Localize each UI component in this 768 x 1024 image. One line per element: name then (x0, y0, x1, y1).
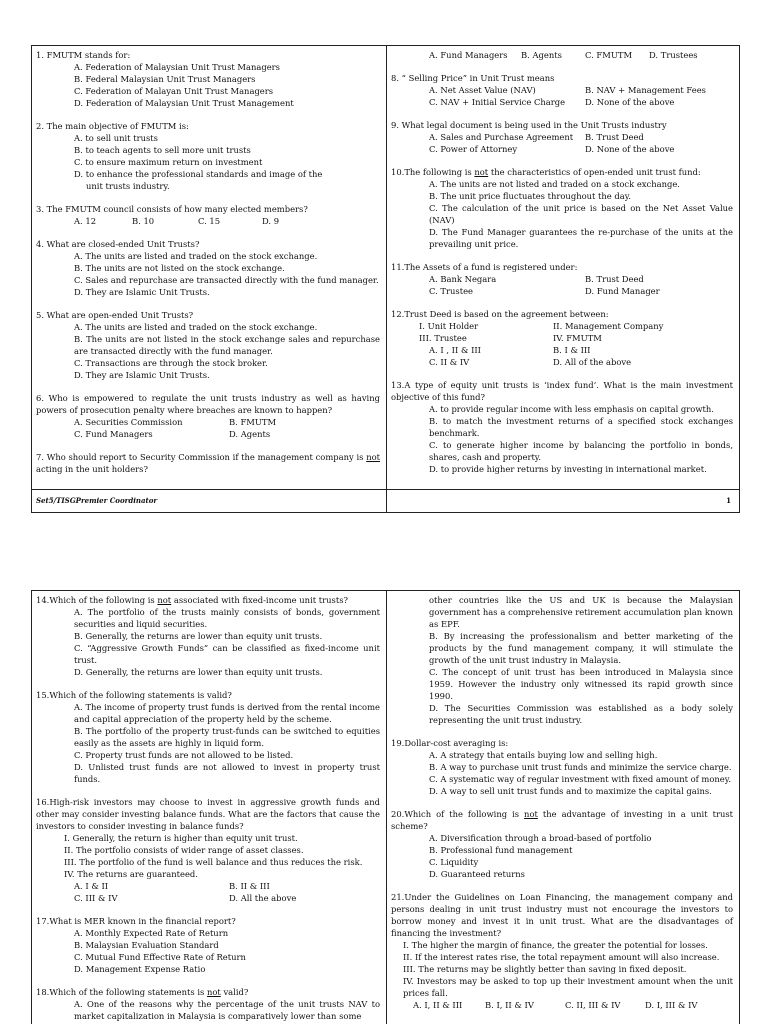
statement-ii: II. Management Company (553, 321, 664, 331)
page1-left-column (32, 46, 387, 512)
option-c: C. Trustee (429, 286, 473, 296)
option-c: C. The calculation of the unit price is based on the Net Asset Value (NAV) (429, 203, 733, 225)
question-stem: 5. What are open-ended Unit Trusts? (36, 310, 194, 320)
statement-ii: II. The portfolio consists of wider range of asset classes. (64, 845, 304, 855)
option-c: C. II, III & IV (565, 1000, 621, 1010)
question-stem: 17.What is MER known in the financial report? (36, 916, 236, 926)
option-a: A. Monthly Expected Rate of Return (74, 928, 229, 938)
statement-i: I. The higher the margin of finance, the greater the potential for losses. (403, 940, 708, 950)
options-row (36, 892, 380, 904)
options-row (36, 416, 380, 428)
option-c: C. 15 (198, 216, 221, 226)
option-c: C. Federation of Malayan Unit Trust Managers (74, 86, 274, 96)
question-stem: 8. “ Selling Price” in Unit Trust means (391, 73, 555, 83)
question-6 (36, 392, 380, 440)
option-d: D. None of the above (585, 97, 675, 107)
option-c: C. NAV + Initial Service Charge (429, 97, 566, 107)
statement-i: I. Unit Holder (419, 321, 479, 331)
option-c: C. A systematic way of regular investment with fixed amount of money. (429, 774, 732, 784)
question-stem: 13.A type of equity unit trusts is ‘index fund’. What is the main investment objective of this fund? (391, 380, 733, 402)
question-5 (36, 309, 380, 381)
option-d: D. The Fund Manager guarantees the re-purchase of the units at the prevailing unit price. (429, 227, 733, 249)
question-stem: 3. The FMUTM council consists of how many elected members? (36, 204, 308, 214)
question-stem: 18.Which of the following statements is not valid? (36, 987, 249, 997)
option-a: A. Bank Negara (429, 274, 497, 284)
option-c: C. Sales and repurchase are transacted directly with the fund manager. (74, 275, 379, 285)
question-stem: 15.Which of the following statements is valid? (36, 690, 232, 700)
option-a-continued: other countries like the US and UK is because the Malaysian government has a comprehensive retirement accumulation plan known as EPF. (429, 595, 733, 629)
statement-iii: III. The returns may be slightly better than saving in fixed deposit. (403, 964, 687, 974)
option-c: C. Fund Managers (74, 429, 153, 439)
option-b: B. II & III (229, 881, 270, 891)
question-stem: 14.Which of the following is not associated with fixed-income unit trusts? (36, 595, 348, 605)
question-stem: 4. What are closed-ended Unit Trusts? (36, 239, 200, 249)
question-14 (36, 594, 380, 678)
option-b: B. to match the investment returns of a specified stock exchanges benchmark. (429, 416, 733, 438)
option-b: B. Generally, the returns are lower than equity unit trusts. (74, 631, 323, 641)
page-1 (31, 45, 740, 513)
option-b: B. Trust Deed (585, 274, 644, 284)
option-c: C. III & IV (74, 893, 118, 903)
option-d: D. They are Islamic Unit Trusts. (74, 287, 210, 297)
options-row (391, 344, 733, 356)
option-b: B. The unit price fluctuates throughout the day. (429, 191, 632, 201)
question-1 (36, 49, 380, 109)
question-3 (36, 203, 380, 227)
option-c: C. Transactions are through the stock broker. (74, 358, 268, 368)
options-row (36, 215, 380, 227)
question-stem: 2. The main objective of FMUTM is: (36, 121, 189, 131)
options-row (391, 49, 733, 61)
option-b: B. 10 (132, 216, 155, 226)
option-c: C. FMUTM (585, 50, 633, 60)
question-2 (36, 120, 380, 192)
option-d: D. Management Expense Ratio (74, 964, 206, 974)
option-b: B. By increasing the professionalism and better marketing of the products by the fund management company, it will stimulate the growth of the unit trust industry in Malaysia. (429, 631, 733, 665)
option-a: A. to provide regular income with less emphasis on capital growth. (429, 404, 714, 414)
option-b: B. Federal Malaysian Unit Trust Managers (74, 74, 256, 84)
page1-right-column (387, 46, 739, 512)
option-d: D. Trustees (649, 50, 698, 60)
options-row (391, 84, 733, 96)
statement-i: I. Generally, the return is higher than equity unit trust. (64, 833, 298, 843)
question-stem: 1. FMUTM stands for: (36, 50, 131, 60)
option-b: B. I, II & IV (485, 1000, 534, 1010)
option-c: C. to generate higher income by balancing the portfolio in bonds, shares, cash and property. (429, 440, 733, 462)
footer-label: Set5/TISGPremier Coordinator (36, 496, 158, 505)
option-c: C. The concept of unit trust has been introduced in Malaysia since 1959. However the industry only witnessed its rapid growth since 1990. (429, 667, 733, 701)
question-8 (391, 72, 733, 108)
option-b: B. The units are not listed on the stock exchange. (74, 263, 285, 273)
option-a: A. One of the reasons why the percentage of the unit trusts NAV to market capitalization in Malaysia is comparatively lower than some (74, 999, 380, 1021)
question-stem: 12.Trust Deed is based on the agreement between: (391, 309, 609, 319)
option-d: D. Unlisted trust funds are not allowed to invest in property trust funds. (74, 762, 380, 784)
question-7 (36, 451, 380, 475)
question-4 (36, 238, 380, 298)
option-a: A. Fund Managers (429, 50, 508, 60)
option-d: D. None of the above (585, 144, 675, 154)
option-a: A. A strategy that entails buying low and selling high. (429, 750, 658, 760)
question-stem: 16.High-risk investors may choose to invest in aggressive growth funds and other may consider investing balance funds. What are the factors that cause the investors to consider investing in balance funds? (36, 797, 380, 831)
option-a: A. I & II (74, 881, 109, 891)
option-a: A. 12 (74, 216, 97, 226)
options-row (36, 880, 380, 892)
option-a: A. to sell unit trusts (74, 133, 158, 143)
statement-iv: IV. The returns are guaranteed. (64, 869, 198, 879)
question-20 (391, 808, 733, 880)
option-b: B. NAV + Management Fees (585, 85, 706, 95)
option-a: A. I, II & III (413, 1000, 463, 1010)
option-d: D. All the above (229, 893, 297, 903)
option-b: B. The portfolio of the property trust-funds can be switched to equities easily as the assets are highly in liquid form. (74, 726, 380, 748)
question-18-continued (391, 594, 733, 726)
option-d: D. I, III & IV (645, 1000, 698, 1010)
option-a: A. Sales and Purchase Agreement (429, 132, 574, 142)
option-d: D. They are Islamic Unit Trusts. (74, 370, 210, 380)
option-d: D. to enhance the professional standards and image of the (74, 169, 323, 179)
question-stem: 20.Which of the following is not the advantage of investing in a unit trust scheme? (391, 809, 734, 831)
options-row (391, 356, 733, 368)
statement-iii: III. Trustee (419, 333, 467, 343)
question-stem: 11.The Assets of a fund is registered under: (391, 262, 578, 272)
question-17 (36, 915, 380, 975)
question-9 (391, 119, 733, 155)
statement-iv: IV. FMUTM (553, 333, 602, 343)
options-row (391, 285, 733, 297)
options-row (36, 428, 380, 440)
footer-divider (32, 489, 739, 490)
option-b: B. Trust Deed (585, 132, 644, 142)
option-b: B. FMUTM (229, 417, 277, 427)
question-stem: 10.The following is not the characteristics of open-ended unit trust fund: (391, 167, 701, 177)
option-c: C. II & IV (429, 357, 470, 367)
option-d: D. A way to sell unit trust funds and to maximize the capital gains. (429, 786, 712, 796)
option-a: A. The units are listed and traded on the stock exchange. (74, 251, 318, 261)
question-7-options (391, 49, 733, 61)
statements-row (391, 320, 733, 332)
option-c: C. Mutual Fund Effective Rate of Return (74, 952, 246, 962)
question-11 (391, 261, 733, 297)
option-d: D. to provide higher returns by investing in international market. (429, 464, 707, 474)
option-c: C. Liquidity (429, 857, 479, 867)
question-stem: 21.Under the Guidelines on Loan Financing, the management company and persons dealing in unit trust industry must not encourage the investors to borrow money and invest it in unit trust. What are the disadvantages of financing the investment? (391, 892, 733, 938)
question-13 (391, 379, 733, 475)
option-a: A. The income of property trust funds is derived from the rental income and capital appreciation of the property held by the scheme. (74, 702, 380, 724)
question-15 (36, 689, 380, 785)
option-a: A. The units are not listed and traded on a stock exchange. (429, 179, 680, 189)
options-row (391, 273, 733, 285)
option-c: C. to ensure maximum return on investment (74, 157, 263, 167)
option-d: D. Federation of Malaysian Unit Trust Management (74, 98, 294, 108)
statement-iii: III. The portfolio of the fund is well balance and thus reduces the risk. (64, 857, 363, 867)
options-row (391, 999, 733, 1011)
option-d: D. 9 (262, 216, 280, 226)
question-19 (391, 737, 733, 797)
option-a: A. Net Asset Value (NAV) (429, 85, 536, 95)
statement-iv: IV. Investors may be asked to top up their investment amount when the unit prices fall. (403, 976, 733, 998)
question-stem: 19.Dollar-cost averaging is: (391, 738, 509, 748)
option-c: C. Power of Attorney (429, 144, 518, 154)
question-16 (36, 796, 380, 904)
question-18 (36, 986, 380, 1022)
question-10 (391, 166, 733, 250)
option-b: B. Agents (521, 50, 562, 60)
page-number: 1 (726, 496, 731, 505)
option-b: B. A way to purchase unit trust funds and minimize the service charge. (429, 762, 732, 772)
option-b: B. to teach agents to sell more unit trusts (74, 145, 251, 155)
option-d: D. Guaranteed returns (429, 869, 525, 879)
options-row (391, 96, 733, 108)
page-2 (31, 590, 740, 1024)
option-a: A. Diversification through a broad-based of portfolio (429, 833, 652, 843)
question-stem: 7. Who should report to Security Commission if the management company is not acting in the unit holders? (36, 452, 380, 474)
question-stem: 6. Who is empowered to regulate the unit trusts industry as well as having powers of prosecution penalty where breaches are known to happen? (36, 393, 380, 415)
option-d: D. Generally, the returns are lower than equity unit trusts. (74, 667, 323, 677)
option-d-continued: unit trusts industry. (86, 181, 170, 191)
question-12 (391, 308, 733, 368)
option-a: A. I , II & III (429, 345, 481, 355)
question-stem: 9. What legal document is being used in the Unit Trusts industry (391, 120, 667, 130)
option-d: D. The Securities Commission was established as a body solely representing the unit trust industry. (429, 703, 733, 725)
option-c: C. Property trust funds are not allowed to be listed. (74, 750, 294, 760)
option-b: B. Malaysian Evaluation Standard (74, 940, 219, 950)
option-b: B. Professional fund management (429, 845, 573, 855)
option-c: C. “Aggressive Growth Funds” can be classified as fixed-income unit trust. (74, 643, 380, 665)
option-d: D. All of the above (553, 357, 632, 367)
page2-right-column (387, 591, 739, 1024)
option-d: D. Fund Manager (585, 286, 660, 296)
option-a: A. Federation of Malaysian Unit Trust Managers (74, 62, 280, 72)
question-21 (391, 891, 733, 1011)
options-row (391, 131, 733, 143)
page-footer (36, 495, 733, 507)
option-a: A. The portfolio of the trusts mainly consists of bonds, government securities and liquid securities. (74, 607, 380, 629)
option-b: B. The units are not listed in the stock exchange sales and repurchase are transacted directly with the fund manager. (74, 334, 380, 356)
option-a: A. Securities Commission (74, 417, 183, 427)
page2-left-column (32, 591, 387, 1024)
option-b: B. I & III (553, 345, 591, 355)
options-row (391, 143, 733, 155)
option-d: D. Agents (229, 429, 271, 439)
statements-row (391, 332, 733, 344)
statement-ii: II. If the interest rates rise, the total repayment amount will also increase. (403, 952, 720, 962)
option-a: A. The units are listed and traded on the stock exchange. (74, 322, 318, 332)
